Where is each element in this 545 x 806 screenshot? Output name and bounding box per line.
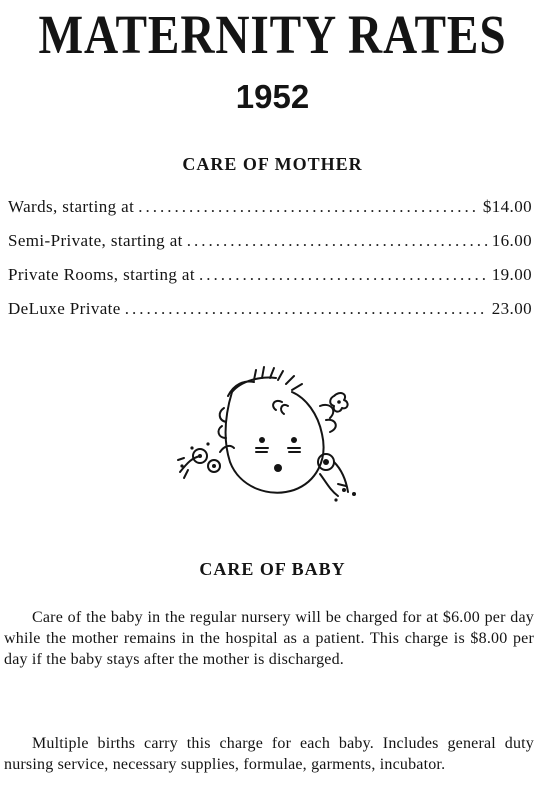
dot-leader bbox=[138, 190, 479, 224]
hair-strand bbox=[286, 376, 294, 384]
rate-price: 16.00 bbox=[491, 231, 532, 250]
rate-label: Wards, starting at bbox=[8, 197, 135, 216]
right-leaf-dot bbox=[342, 488, 346, 492]
mouth bbox=[274, 464, 282, 472]
left-flower-2-center bbox=[212, 464, 216, 468]
left-leaf-dot bbox=[190, 446, 193, 449]
right-leaf-dot bbox=[352, 492, 356, 496]
baby-face-outline bbox=[226, 392, 324, 493]
right-flower-center bbox=[323, 459, 329, 465]
right-eye bbox=[291, 437, 297, 443]
multiple-births-paragraph: Multiple births carry this charge for each baby. Includes general duty nursing service, necessary supplies, formulae, garments, incubator. bbox=[4, 735, 534, 773]
hair-strand bbox=[262, 367, 264, 378]
rate-label: Private Rooms, starting at bbox=[8, 265, 195, 284]
right-leaf-dot bbox=[334, 498, 337, 501]
year-heading: 1952 bbox=[235, 78, 310, 115]
dot-leader bbox=[187, 224, 488, 258]
right-eye-lash bbox=[288, 448, 300, 452]
care-of-baby-heading: CARE OF BABY bbox=[199, 559, 346, 579]
rate-price: 19.00 bbox=[491, 265, 532, 284]
rate-label: DeLuxe Private bbox=[8, 299, 121, 318]
left-eye bbox=[259, 437, 265, 443]
hair-strand bbox=[278, 371, 283, 380]
page-title: MATERNITY RATES bbox=[38, 4, 507, 65]
rate-label: Semi-Private, starting at bbox=[8, 231, 183, 250]
baby-face-illustration bbox=[170, 362, 370, 510]
hair-strand bbox=[270, 368, 274, 378]
head-curl bbox=[273, 401, 288, 414]
left-leaf-dot bbox=[206, 442, 209, 445]
rate-row-wards bbox=[8, 190, 532, 224]
rate-row-private-rooms bbox=[8, 258, 532, 292]
dot-leader bbox=[125, 292, 488, 326]
mother-rates-list bbox=[8, 190, 532, 326]
left-eye-lash bbox=[256, 448, 268, 452]
rate-row-deluxe-private bbox=[8, 292, 532, 326]
care-of-mother-heading: CARE OF MOTHER bbox=[182, 154, 363, 174]
baby-care-paragraph: Care of the baby in the regular nursery will be charged for at $6.00 per day while the mother remains in the hospital as a patient. This charge is $8.00 per day if the baby stays after the mother is discharged. bbox=[4, 609, 534, 668]
rate-row-semi-private bbox=[8, 224, 532, 258]
rate-price: $14.00 bbox=[482, 197, 532, 216]
rate-price: 23.00 bbox=[491, 299, 532, 318]
hair-strand bbox=[292, 384, 302, 390]
left-leaf-dot bbox=[180, 464, 183, 467]
dot-leader bbox=[199, 258, 488, 292]
right-top-flower-center bbox=[337, 400, 341, 404]
